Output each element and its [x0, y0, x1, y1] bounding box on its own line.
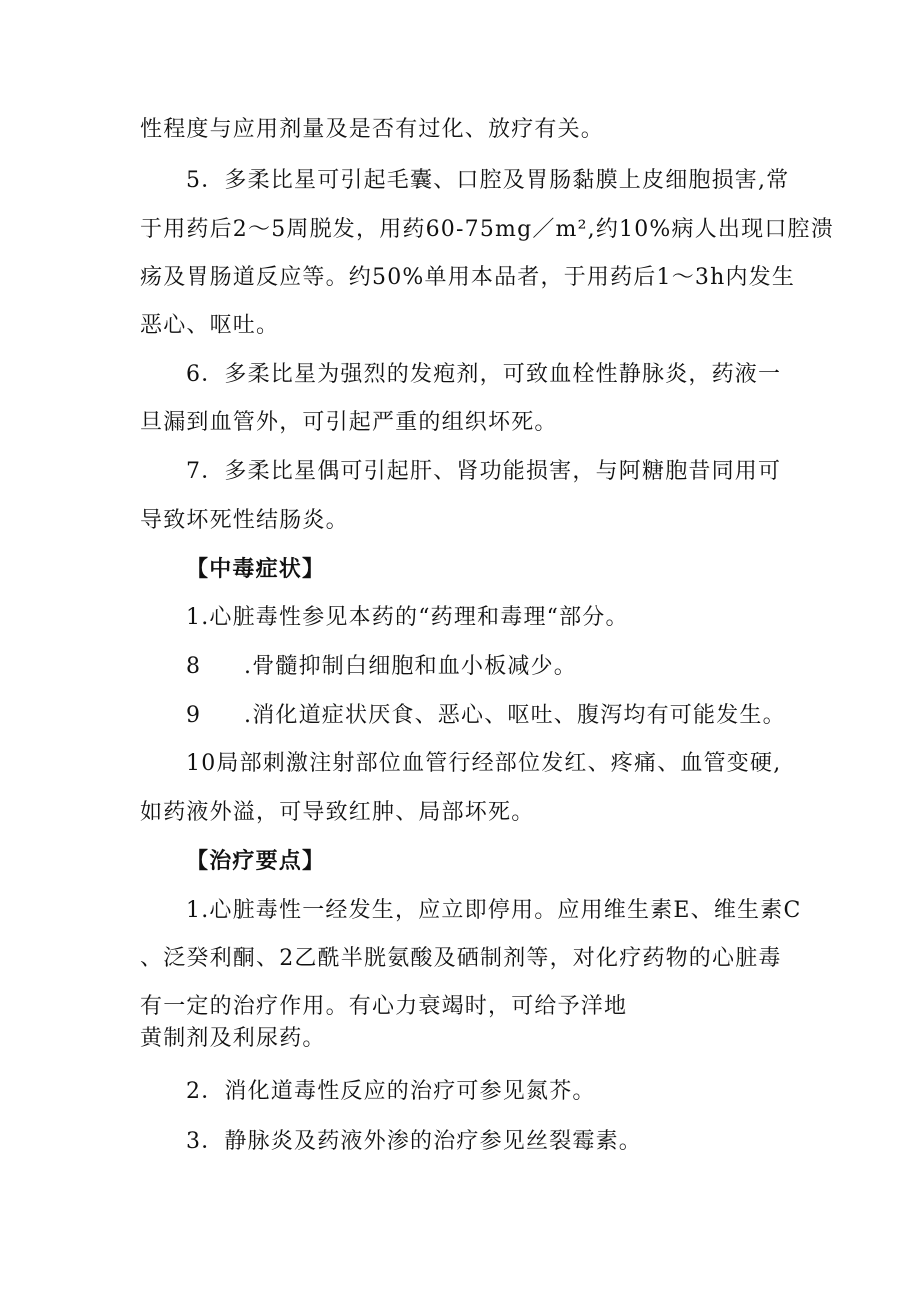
paragraph-line: 性程度与应用剂量及是否有过化、放疗有关。 — [140, 117, 605, 142]
paragraph-line: 黄制剂及利尿药。 — [140, 1026, 326, 1051]
paragraph-line: 疡及胃肠道反应等。约50%单用本品者，于用药后1～3h内发生 — [140, 265, 796, 290]
paragraph-line: 恶心、呕吐。 — [140, 313, 280, 338]
item-number: 9 — [186, 703, 202, 728]
item-text: .心脏毒性参见本药的“药理和毒理“部分。 — [201, 605, 629, 630]
paragraph-line: 3．静脉炎及药液外渗的治疗参见丝裂霉素。 — [186, 1129, 642, 1154]
paragraph-line: 10局部刺激注射部位血管行经部位发红、疼痛、血管变硬, — [186, 751, 782, 776]
paragraph-line: 7．多柔比星偶可引起肝、肾功能损害，与阿糖胞昔同用可 — [186, 459, 782, 484]
paragraph-line: 旦漏到血管外，可引起严重的组织坏死。 — [140, 410, 558, 435]
item-text: .消化道症状厌食、恶心、呕吐、腹泻均有可能发生。 — [244, 703, 786, 728]
paragraph-line: 5．多柔比星可引起毛囊、口腔及胃肠黏膜上皮细胞损害,常 — [186, 168, 790, 193]
section-heading-symptoms: 【中毒症状】 — [186, 556, 326, 582]
section-heading-treatment: 【治疗要点】 — [186, 848, 326, 874]
list-item — [186, 701, 786, 731]
paragraph-line: 、泛癸利酮、2乙酰半胱氨酸及硒制剂等，对化疗药物的心脏毒 — [140, 946, 782, 971]
paragraph-line: 6．多柔比星为强烈的发疱剂，可致血栓性静脉炎，药液一 — [186, 362, 782, 387]
paragraph-line: 有一定的治疗作用。有心力衰竭时，可给予洋地 — [140, 994, 628, 1019]
paragraph-line: 1.心脏毒性一经发生，应立即停用。应用维生素E、维生素C — [186, 898, 802, 923]
list-item — [186, 652, 577, 682]
paragraph-line: 2．消化道毒性反应的治疗可参见氮芥。 — [186, 1079, 596, 1104]
paragraph-line: 导致坏死性结肠炎。 — [140, 508, 349, 533]
paragraph-line: 于用药后2～5周脱发，用药60-75mg／m²,约10%病人出现口腔溃 — [140, 217, 834, 242]
item-number: 8 — [186, 654, 202, 679]
item-number: 1 — [186, 605, 202, 630]
item-text: .骨髓抑制白细胞和血小板减少。 — [244, 654, 577, 679]
paragraph-line: 如药液外溢，可导致红肿、局部坏死。 — [140, 800, 535, 825]
list-item — [186, 603, 629, 633]
